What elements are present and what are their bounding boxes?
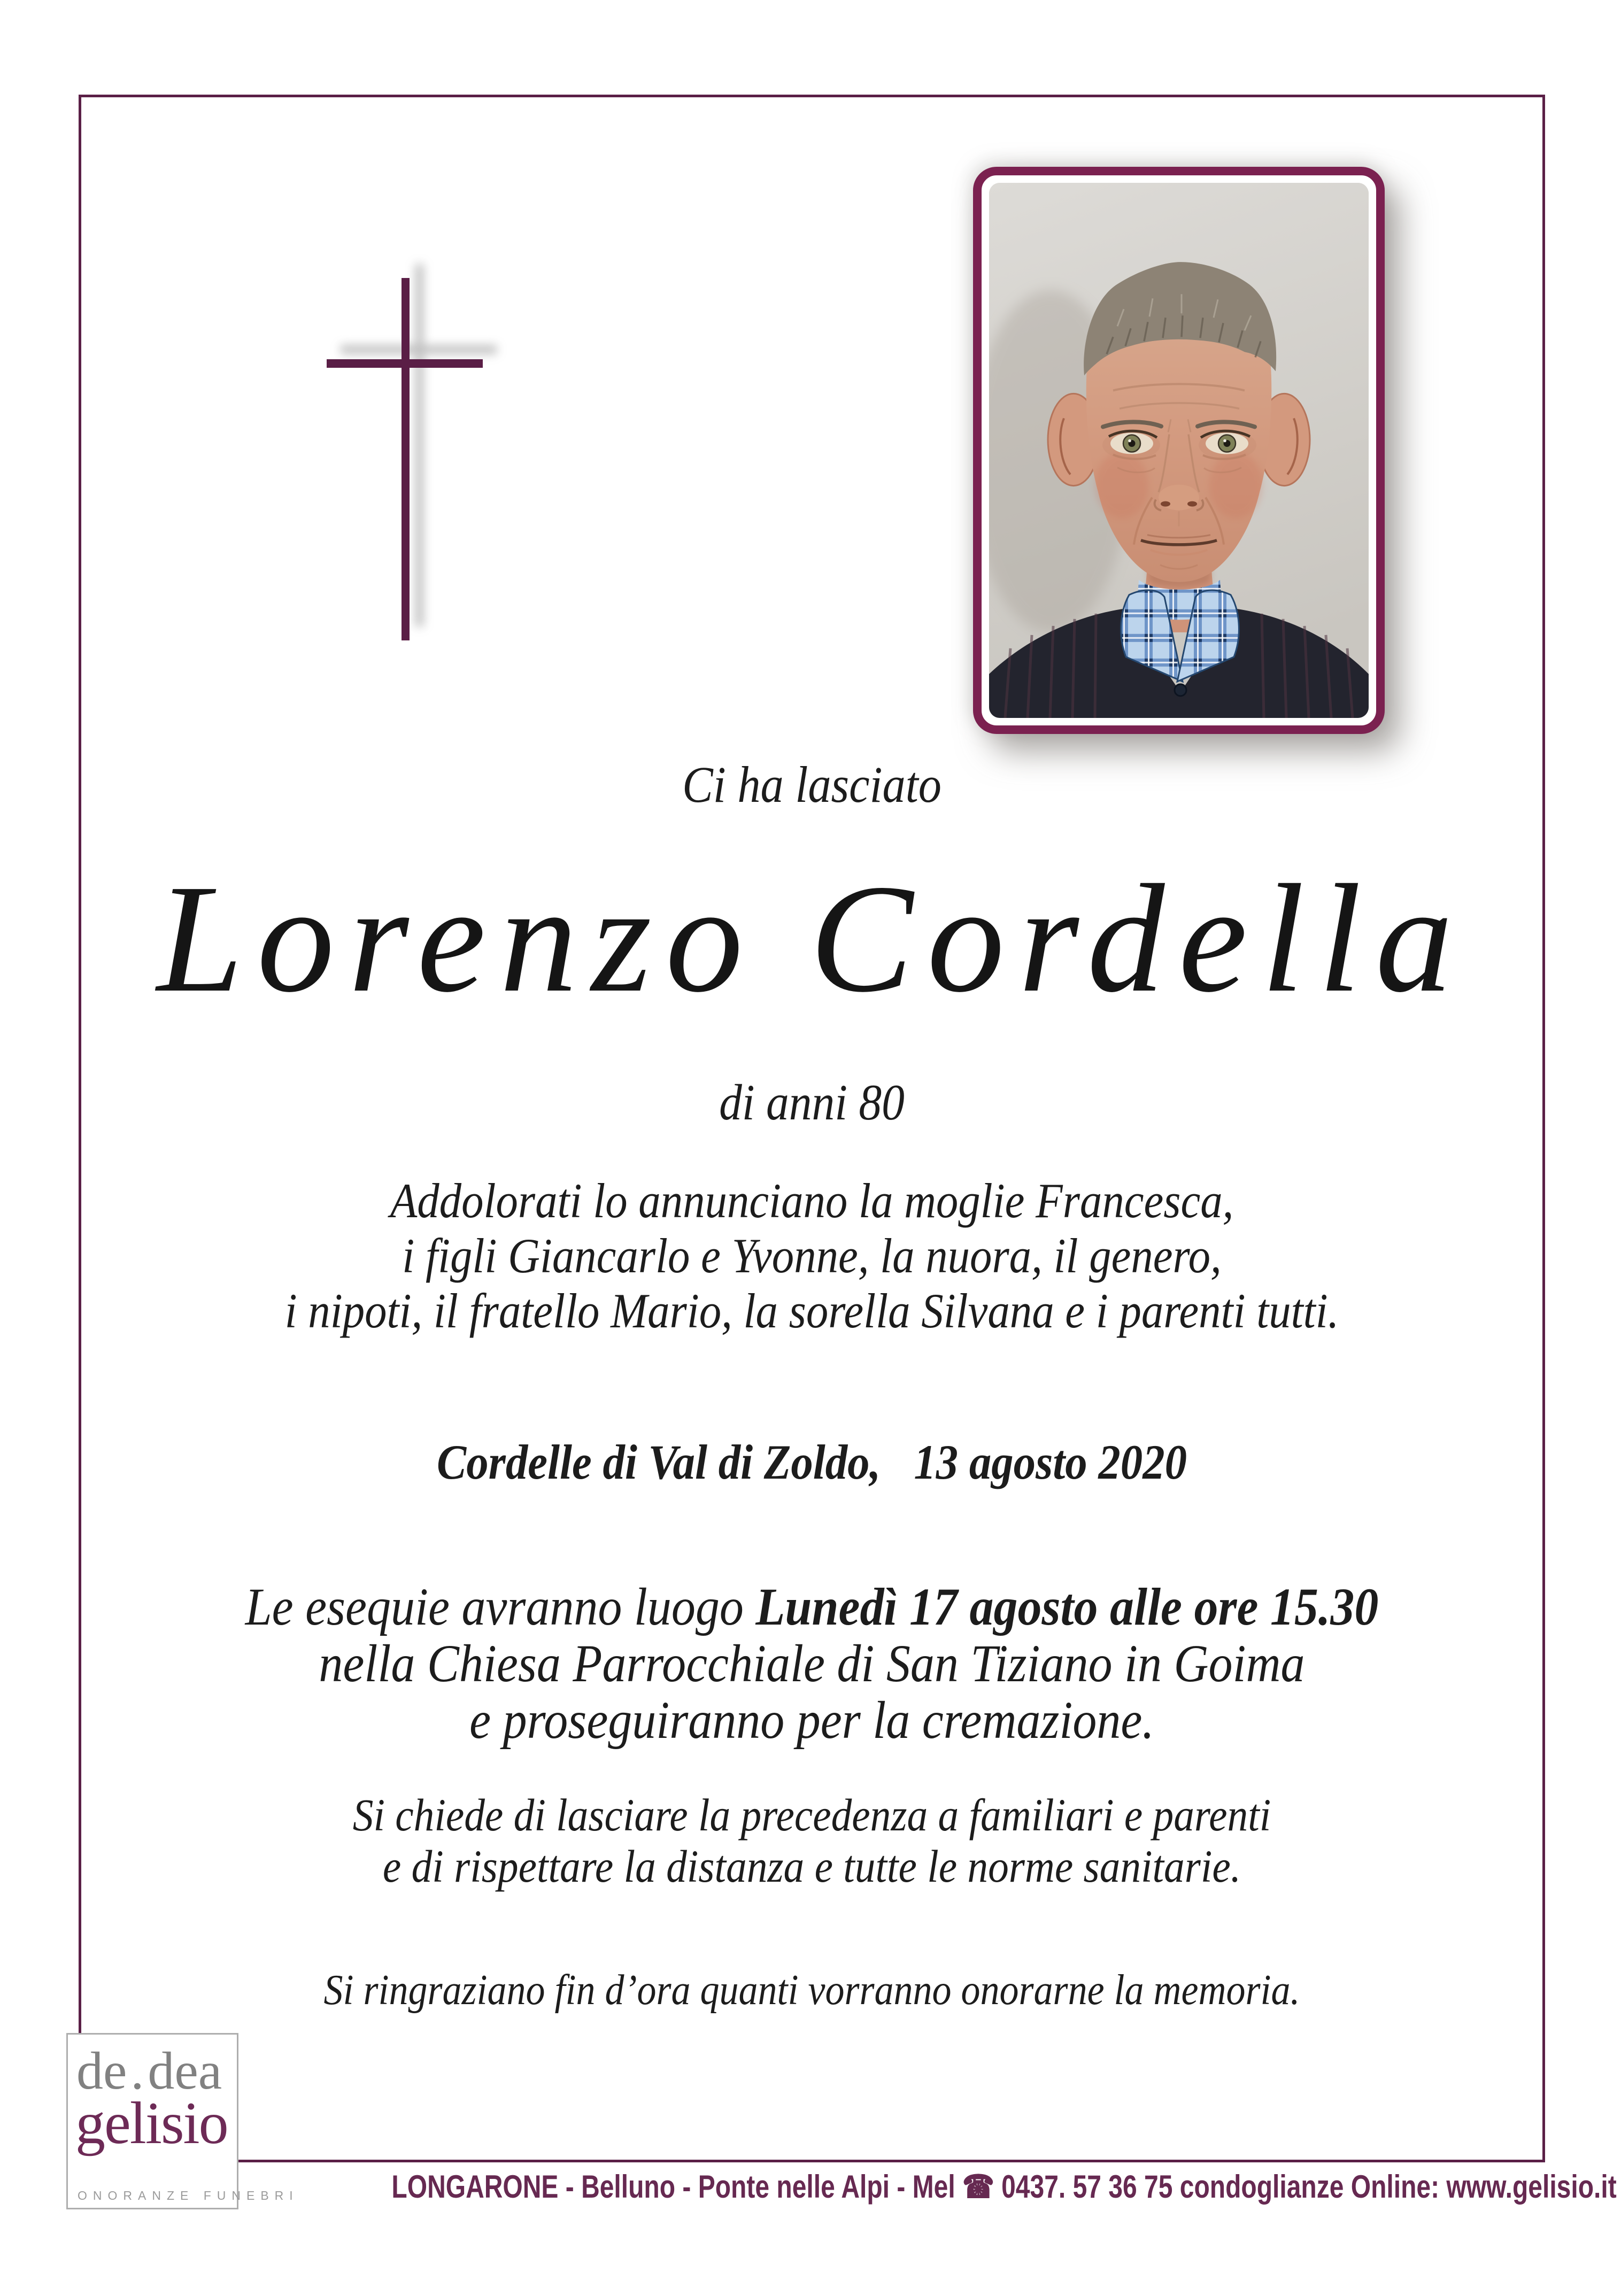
footer-contact-text: LONGARONE - Belluno - Ponte nelle Alpi - Mel ☎ 0437. 57 36 75 condoglianze Online: www.gelisio.it bbox=[391, 2169, 1617, 2205]
funeral-home-logo bbox=[66, 2033, 299, 2209]
deceased-name: Lorenzo Cordella bbox=[157, 853, 1467, 1024]
funeral-line-1-bold: Lunedì 17 agosto alle ore 15.30 bbox=[755, 1577, 1379, 1636]
logo-word-de: de bbox=[76, 2041, 127, 2100]
funeral-line-1-normal: Le esequie avranno luogo bbox=[245, 1577, 756, 1636]
cross-icon bbox=[327, 278, 483, 640]
family-line: i nipoti, il fratello Mario, la sorella Silvana e i parenti tutti. bbox=[284, 1284, 1339, 1339]
family-line: i figli Giancarlo e Yvonne, la nuora, il genero, bbox=[402, 1228, 1222, 1284]
funeral-line-2: nella Chiesa Parrocchiale di San Tiziano in Goima bbox=[319, 1634, 1305, 1693]
cross-vertical-bar bbox=[402, 278, 410, 640]
portrait-photo-frame bbox=[973, 167, 1385, 734]
footer-contact-line bbox=[238, 2168, 1617, 2206]
logo-dot: . bbox=[130, 2041, 144, 2100]
cross-horizontal-bar bbox=[327, 359, 483, 368]
covid-line: Si chiede di lasciare la precedenza a familiari e parenti bbox=[352, 1789, 1271, 1841]
place-date-line: Cordelle di Val di Zoldo, 13 agosto 2020 bbox=[436, 1435, 1187, 1489]
shirt-button bbox=[1175, 684, 1186, 696]
logo-word-dea: dea bbox=[148, 2041, 222, 2100]
logo-line-gelisio: gelisio bbox=[75, 2090, 228, 2156]
logo-subtitle: ONORANZE FUNEBRI bbox=[78, 2189, 299, 2202]
thanks-line: Si ringraziano fin d’ora quanti vorranno onorarne la memoria. bbox=[323, 1967, 1300, 2014]
covid-line: e di rispettare la distanza e tutte le norme sanitarie. bbox=[382, 1841, 1241, 1892]
portrait-illustration bbox=[989, 183, 1369, 718]
age-line: di anni 80 bbox=[719, 1074, 905, 1131]
funeral-line-3: e proseguiranno per la cremazione. bbox=[469, 1690, 1154, 1750]
intro-line: Ci ha lasciato bbox=[682, 756, 941, 813]
family-line: Addolorati lo annunciano la moglie Francesca, bbox=[390, 1173, 1234, 1228]
portrait-photo bbox=[989, 183, 1369, 718]
